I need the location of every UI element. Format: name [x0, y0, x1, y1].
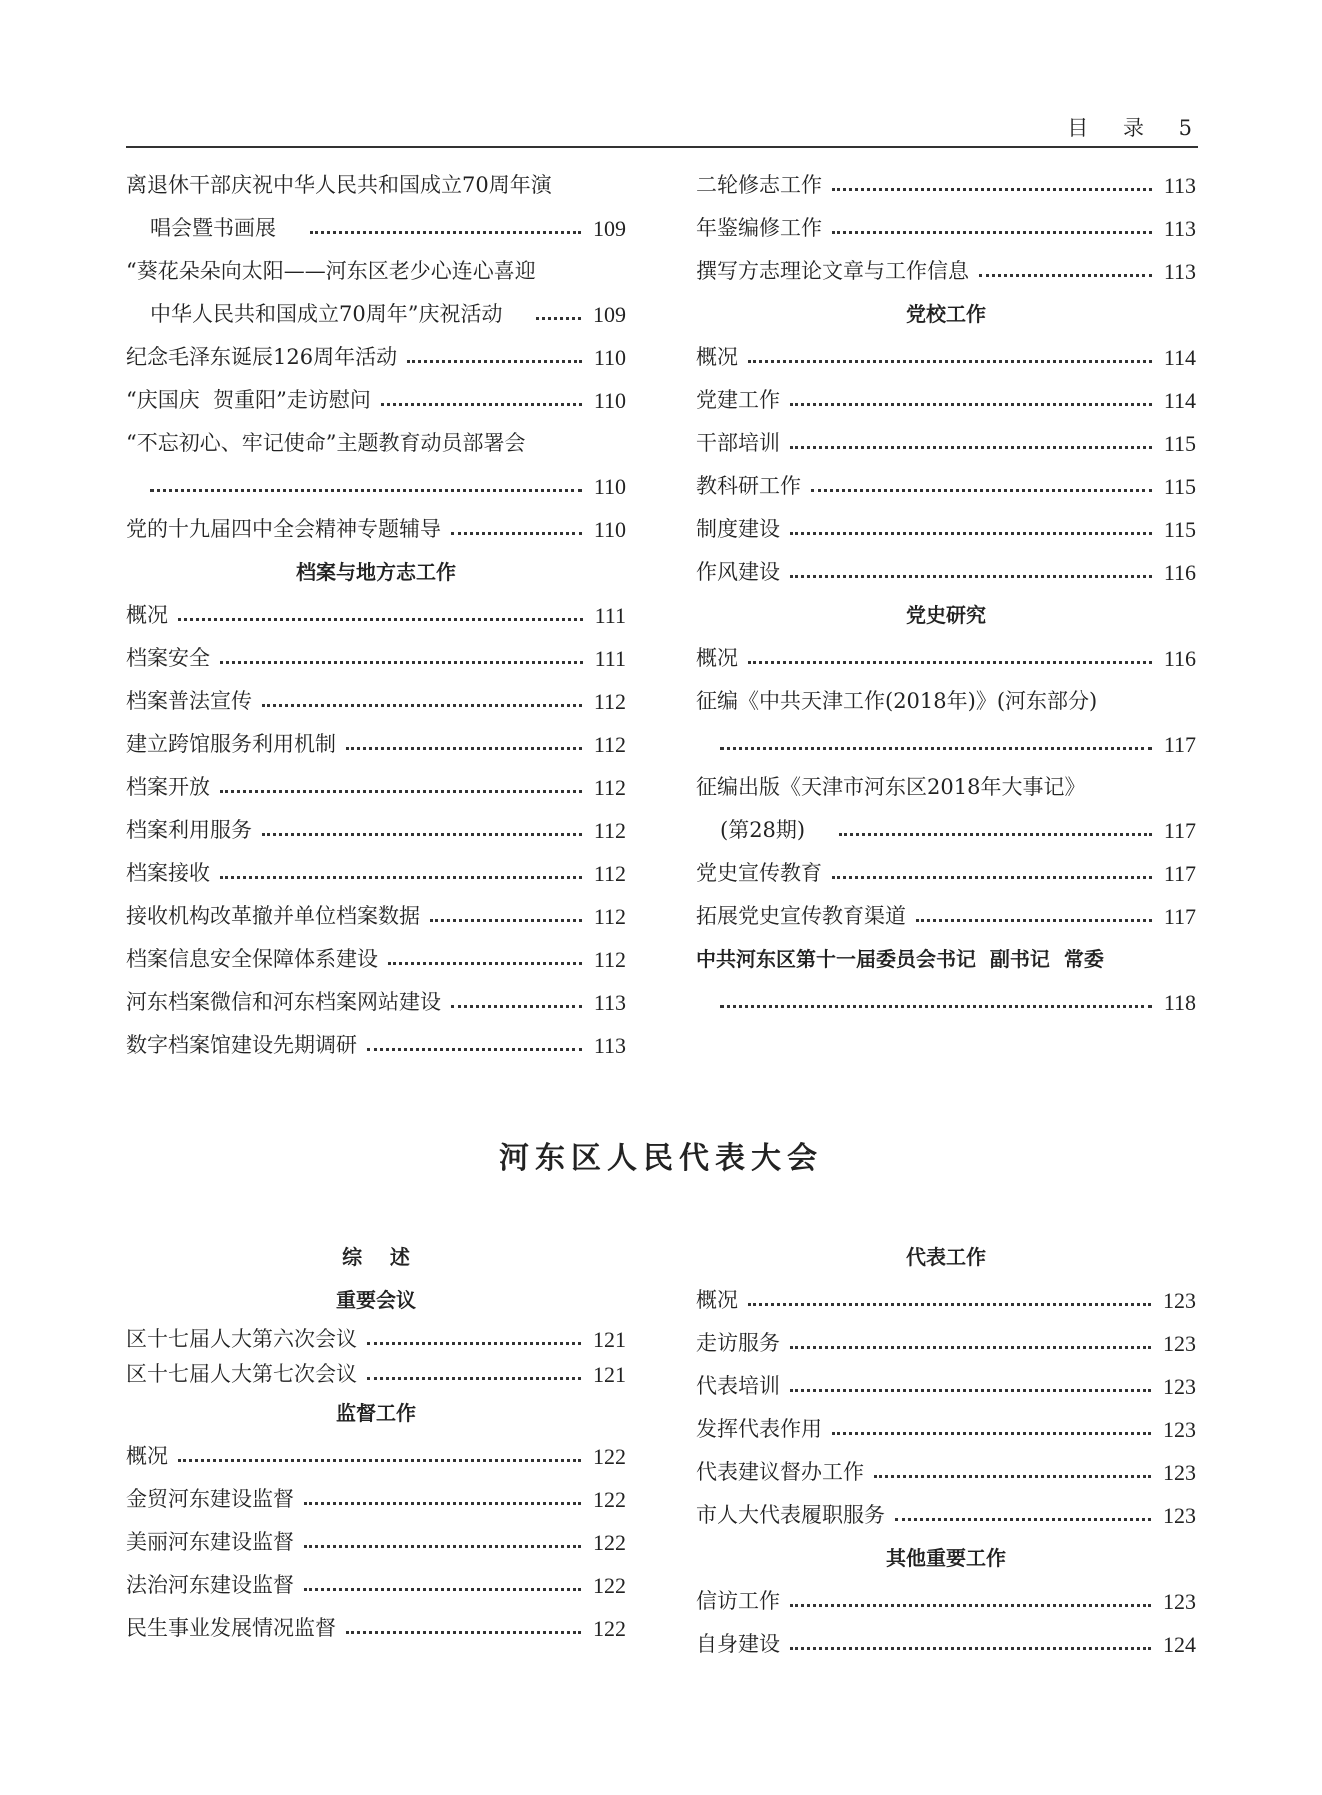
page-number: 5 [1178, 116, 1192, 140]
dot-leader [451, 981, 588, 1024]
page-ref: 115 [1163, 474, 1196, 499]
dot-leader [367, 1353, 587, 1396]
toc-column-top-left [126, 164, 626, 1067]
toc-entry[interactable]: 档案信息安全保障体系建设 112 [126, 938, 626, 981]
page-ref: 110 [593, 474, 626, 499]
dot-leader [748, 336, 1158, 379]
toc-entry[interactable]: 唱会暨书画展 109 [126, 207, 626, 250]
header-label-lu: 录 [1122, 116, 1144, 140]
dot-leader [262, 680, 588, 723]
toc-entry[interactable]: 区十七届人大第六次会议 121 [126, 1322, 626, 1357]
toc-entry[interactable]: “庆国庆 贺重阳”走访慰问 110 [126, 379, 626, 422]
dot-leader [832, 164, 1158, 207]
toc-entry[interactable]: 代表培训 123 [696, 1365, 1196, 1408]
page-ref: 112 [593, 947, 626, 972]
dot-leader [720, 981, 1158, 1024]
dot-leader [220, 852, 588, 895]
page-ref: 112 [593, 818, 626, 843]
dot-leader [381, 379, 588, 422]
dot-leader [790, 1365, 1157, 1408]
page-ref: 116 [1163, 560, 1196, 585]
page-ref: 118 [1163, 990, 1196, 1015]
dot-leader [367, 1024, 588, 1067]
toc-entry[interactable]: 数字档案馆建设先期调研 113 [126, 1024, 626, 1067]
page-ref: 111 [594, 646, 626, 671]
dot-leader [304, 1478, 587, 1521]
page-ref: 109 [593, 302, 626, 327]
toc-entry[interactable]: (第28期) 117 [696, 809, 1196, 852]
dot-leader [895, 1494, 1157, 1537]
toc-entry[interactable]: 发挥代表作用 123 [696, 1408, 1196, 1451]
toc-entry[interactable]: 二轮修志工作 113 [696, 164, 1196, 207]
dot-leader [720, 723, 1158, 766]
page-ref: 117 [1163, 861, 1196, 886]
page-ref: 117 [1163, 732, 1196, 757]
page-ref: 122 [593, 1573, 626, 1598]
toc-entry[interactable]: 档案利用服务 112 [126, 809, 626, 852]
page-ref: 115 [1163, 517, 1196, 542]
toc-entry[interactable]: 党史宣传教育 117 [696, 852, 1196, 895]
page-ref: 122 [593, 1487, 626, 1512]
page-ref: 121 [593, 1362, 626, 1387]
dot-leader [536, 293, 587, 336]
toc-entry[interactable] [126, 465, 626, 508]
page-ref: 122 [593, 1530, 626, 1555]
page-ref: 112 [593, 904, 626, 929]
page-ref: 123 [1163, 1503, 1196, 1528]
page-ref: 116 [1163, 646, 1196, 671]
toc-entry[interactable]: 作风建设 116 [696, 551, 1196, 594]
section-heading: 党校工作 [906, 302, 986, 326]
page-ref: 123 [1163, 1417, 1196, 1442]
toc-entry[interactable]: 河东档案微信和河东档案网站建设 113 [126, 981, 626, 1024]
toc-entry[interactable] [696, 981, 1196, 1024]
toc-entry[interactable]: 概况 116 [696, 637, 1196, 680]
page-ref: 114 [1163, 388, 1196, 413]
toc-entry[interactable]: 区十七届人大第七次会议 121 [126, 1357, 626, 1392]
dot-leader [310, 207, 587, 250]
toc-entry[interactable]: 概况 123 [696, 1279, 1196, 1322]
page-ref: 123 [1163, 1460, 1196, 1485]
page-ref: 112 [593, 732, 626, 757]
toc-column-bottom-right [696, 1236, 1196, 1666]
toc-entry[interactable]: 撰写方志理论文章与工作信息 113 [696, 250, 1196, 293]
dot-leader [790, 1322, 1157, 1365]
dot-leader [790, 508, 1158, 551]
page-ref: 122 [593, 1616, 626, 1641]
page-ref: 113 [1163, 173, 1196, 198]
dot-leader [346, 1607, 587, 1650]
dot-leader [220, 637, 589, 680]
toc-entry[interactable]: 纪念毛泽东诞辰126周年活动 110 [126, 336, 626, 379]
toc-entry[interactable]: 信访工作 123 [696, 1580, 1196, 1623]
toc-entry[interactable]: 民生事业发展情况监督 122 [126, 1607, 626, 1650]
page-ref: 123 [1163, 1331, 1196, 1356]
dot-leader [178, 594, 589, 637]
page-ref: 112 [593, 775, 626, 800]
toc-entry[interactable]: 年鉴编修工作 113 [696, 207, 1196, 250]
toc-entry-title-line: 征编出版《天津市河东区2018年大事记》 [696, 775, 1086, 799]
dot-leader [790, 551, 1158, 594]
section-heading: 党史研究 [906, 603, 986, 627]
page-ref: 114 [1163, 345, 1196, 370]
dot-leader [262, 809, 588, 852]
toc-entry[interactable]: 概况 111 [126, 594, 626, 637]
page-ref: 123 [1163, 1288, 1196, 1313]
page-ref: 110 [593, 517, 626, 542]
section-heading: 重要会议 [336, 1288, 416, 1312]
page-ref: 117 [1163, 818, 1196, 843]
toc-entry[interactable]: 党的十九届四中全会精神专题辅导 110 [126, 508, 626, 551]
toc-entry[interactable]: 教科研工作 115 [696, 465, 1196, 508]
dot-leader [748, 1279, 1157, 1322]
header-label-mu: 目 [1067, 116, 1089, 140]
dot-leader [346, 723, 588, 766]
page-ref: 113 [593, 1033, 626, 1058]
dot-leader [832, 207, 1158, 250]
toc-entry[interactable]: 走访服务 123 [696, 1322, 1196, 1365]
toc-entry[interactable]: 中华人民共和国成立70周年”庆祝活动 109 [126, 293, 626, 336]
page-ref: 117 [1163, 904, 1196, 929]
page-ref: 123 [1163, 1374, 1196, 1399]
toc-entry-title-line: “不忘初心、牢记使命”主题教育动员部署会 [126, 431, 526, 455]
dot-leader [839, 809, 1158, 852]
section-heading: 综 述 [342, 1245, 410, 1269]
toc-entry-title-line: 中共河东区第十一届委员会书记 副书记 常委 [696, 947, 1104, 971]
dot-leader [790, 1580, 1157, 1623]
dot-leader [430, 895, 588, 938]
dot-leader [979, 250, 1158, 293]
dot-leader [407, 336, 588, 379]
dot-leader [748, 637, 1158, 680]
chapter-title: 河东区人民代表大会 [499, 1141, 823, 1176]
toc-entry[interactable]: 党建工作 114 [696, 379, 1196, 422]
page-ref: 113 [1163, 216, 1196, 241]
dot-leader [451, 508, 588, 551]
toc-entry[interactable]: 档案安全 111 [126, 637, 626, 680]
section-heading: 其他重要工作 [886, 1546, 1006, 1570]
toc-entry[interactable]: 档案普法宣传 112 [126, 680, 626, 723]
toc-entry[interactable]: 美丽河东建设监督 122 [126, 1521, 626, 1564]
dot-leader [220, 766, 588, 809]
page-ref: 112 [593, 689, 626, 714]
dot-leader [304, 1564, 587, 1607]
section-heading: 档案与地方志工作 [296, 560, 456, 584]
toc-entry[interactable]: 法治河东建设监督 122 [126, 1564, 626, 1607]
page-ref: 113 [593, 990, 626, 1015]
toc-entry[interactable]: 拓展党史宣传教育渠道 117 [696, 895, 1196, 938]
page-ref: 111 [594, 603, 626, 628]
dot-leader [388, 938, 588, 981]
dot-leader [811, 465, 1158, 508]
toc-entry[interactable]: 市人大代表履职服务 123 [696, 1494, 1196, 1537]
dot-leader [790, 379, 1158, 422]
page-ref: 112 [593, 861, 626, 886]
dot-leader [916, 895, 1158, 938]
dot-leader [304, 1521, 587, 1564]
toc-column-top-right [696, 164, 1196, 1024]
toc-entry[interactable]: 档案开放 112 [126, 766, 626, 809]
toc-column-bottom-left [126, 1236, 626, 1650]
toc-entry[interactable] [696, 723, 1196, 766]
toc-entry[interactable]: 自身建设 124 [696, 1623, 1196, 1666]
toc-entry[interactable]: 概况 122 [126, 1435, 626, 1478]
toc-entry-title-line: 离退休干部庆祝中华人民共和国成立70周年演 [126, 173, 552, 197]
toc-entry[interactable]: 制度建设 115 [696, 508, 1196, 551]
dot-leader [150, 465, 588, 508]
page-ref: 110 [593, 388, 626, 413]
toc-entry[interactable]: 档案接收 112 [126, 852, 626, 895]
dot-leader [178, 1435, 587, 1478]
toc-entry[interactable]: 接收机构改革撤并单位档案数据 112 [126, 895, 626, 938]
toc-entry[interactable]: 代表建议督办工作 123 [696, 1451, 1196, 1494]
toc-entry[interactable]: 干部培训 115 [696, 422, 1196, 465]
page-ref: 110 [593, 345, 626, 370]
dot-leader [832, 852, 1158, 895]
header-text [1039, 112, 1192, 142]
page-ref: 122 [593, 1444, 626, 1469]
page-ref: 113 [1163, 259, 1196, 284]
page-ref: 124 [1163, 1632, 1196, 1657]
toc-entry[interactable]: 概况 114 [696, 336, 1196, 379]
toc-entry[interactable]: 金贸河东建设监督 122 [126, 1478, 626, 1521]
toc-entry-title-line: “葵花朵朵向太阳——河东区老少心连心喜迎 [126, 259, 536, 283]
dot-leader [790, 1623, 1157, 1666]
running-header [126, 108, 1198, 148]
dot-leader [790, 422, 1158, 465]
dot-leader [874, 1451, 1157, 1494]
section-heading: 监督工作 [336, 1401, 416, 1425]
page-ref: 115 [1163, 431, 1196, 456]
toc-entry[interactable]: 建立跨馆服务利用机制 112 [126, 723, 626, 766]
dot-leader [832, 1408, 1157, 1451]
page-ref: 123 [1163, 1589, 1196, 1614]
page-ref: 121 [593, 1327, 626, 1352]
page-ref: 109 [593, 216, 626, 241]
toc-entry-title-line: 征编《中共天津工作(2018年)》(河东部分) [696, 689, 1098, 713]
section-heading: 代表工作 [906, 1245, 986, 1269]
